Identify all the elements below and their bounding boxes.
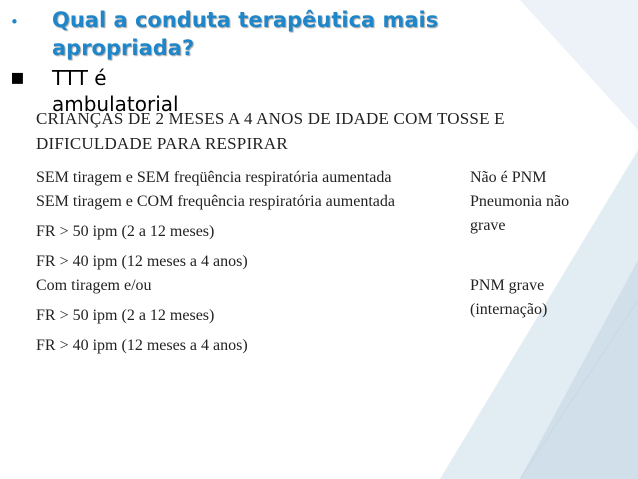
criteria-line: FR > 50 ipm (2 a 12 meses) [36,223,215,240]
criteria-line: SEM tiragem e COM frequência respiratória aumentada [36,193,395,210]
result-cell: PNM grave (internação) [470,277,548,318]
table-row [36,274,596,358]
criteria-line: FR > 40 ipm (12 meses a 4 anos) [36,337,248,354]
criteria-line: SEM tiragem e SEM freqüência respiratória aumentada [36,169,392,186]
question-heading: Qual a conduta terapêutica mais apropriada? [52,8,439,60]
table-header: CRIANÇAS DE 2 MESES A 4 ANOS DE IDADE COM TOSSE E DIFICULDADE PARA RESPIRAR [36,109,505,153]
result-cell: Pneumonia não grave [470,193,570,234]
bullet-marker: ▪ [10,65,25,90]
treatment-text: TTT é ambulatorial [52,66,179,116]
result-cell: Não é PNM [470,169,547,186]
criteria-line: Com tiragem e/ou [36,277,152,294]
criteria-cell [36,166,470,190]
criteria-line: FR > 50 ipm (2 a 12 meses) [36,307,215,324]
criteria-cell [36,190,470,274]
criteria-cell [36,274,470,358]
criteria-line: FR > 40 ipm (12 meses a 4 anos) [36,253,248,270]
bullet-marker: • [10,13,19,31]
table-header-row [36,106,596,166]
table-row [36,190,596,274]
table-row [36,166,596,190]
criteria-table [36,106,596,358]
